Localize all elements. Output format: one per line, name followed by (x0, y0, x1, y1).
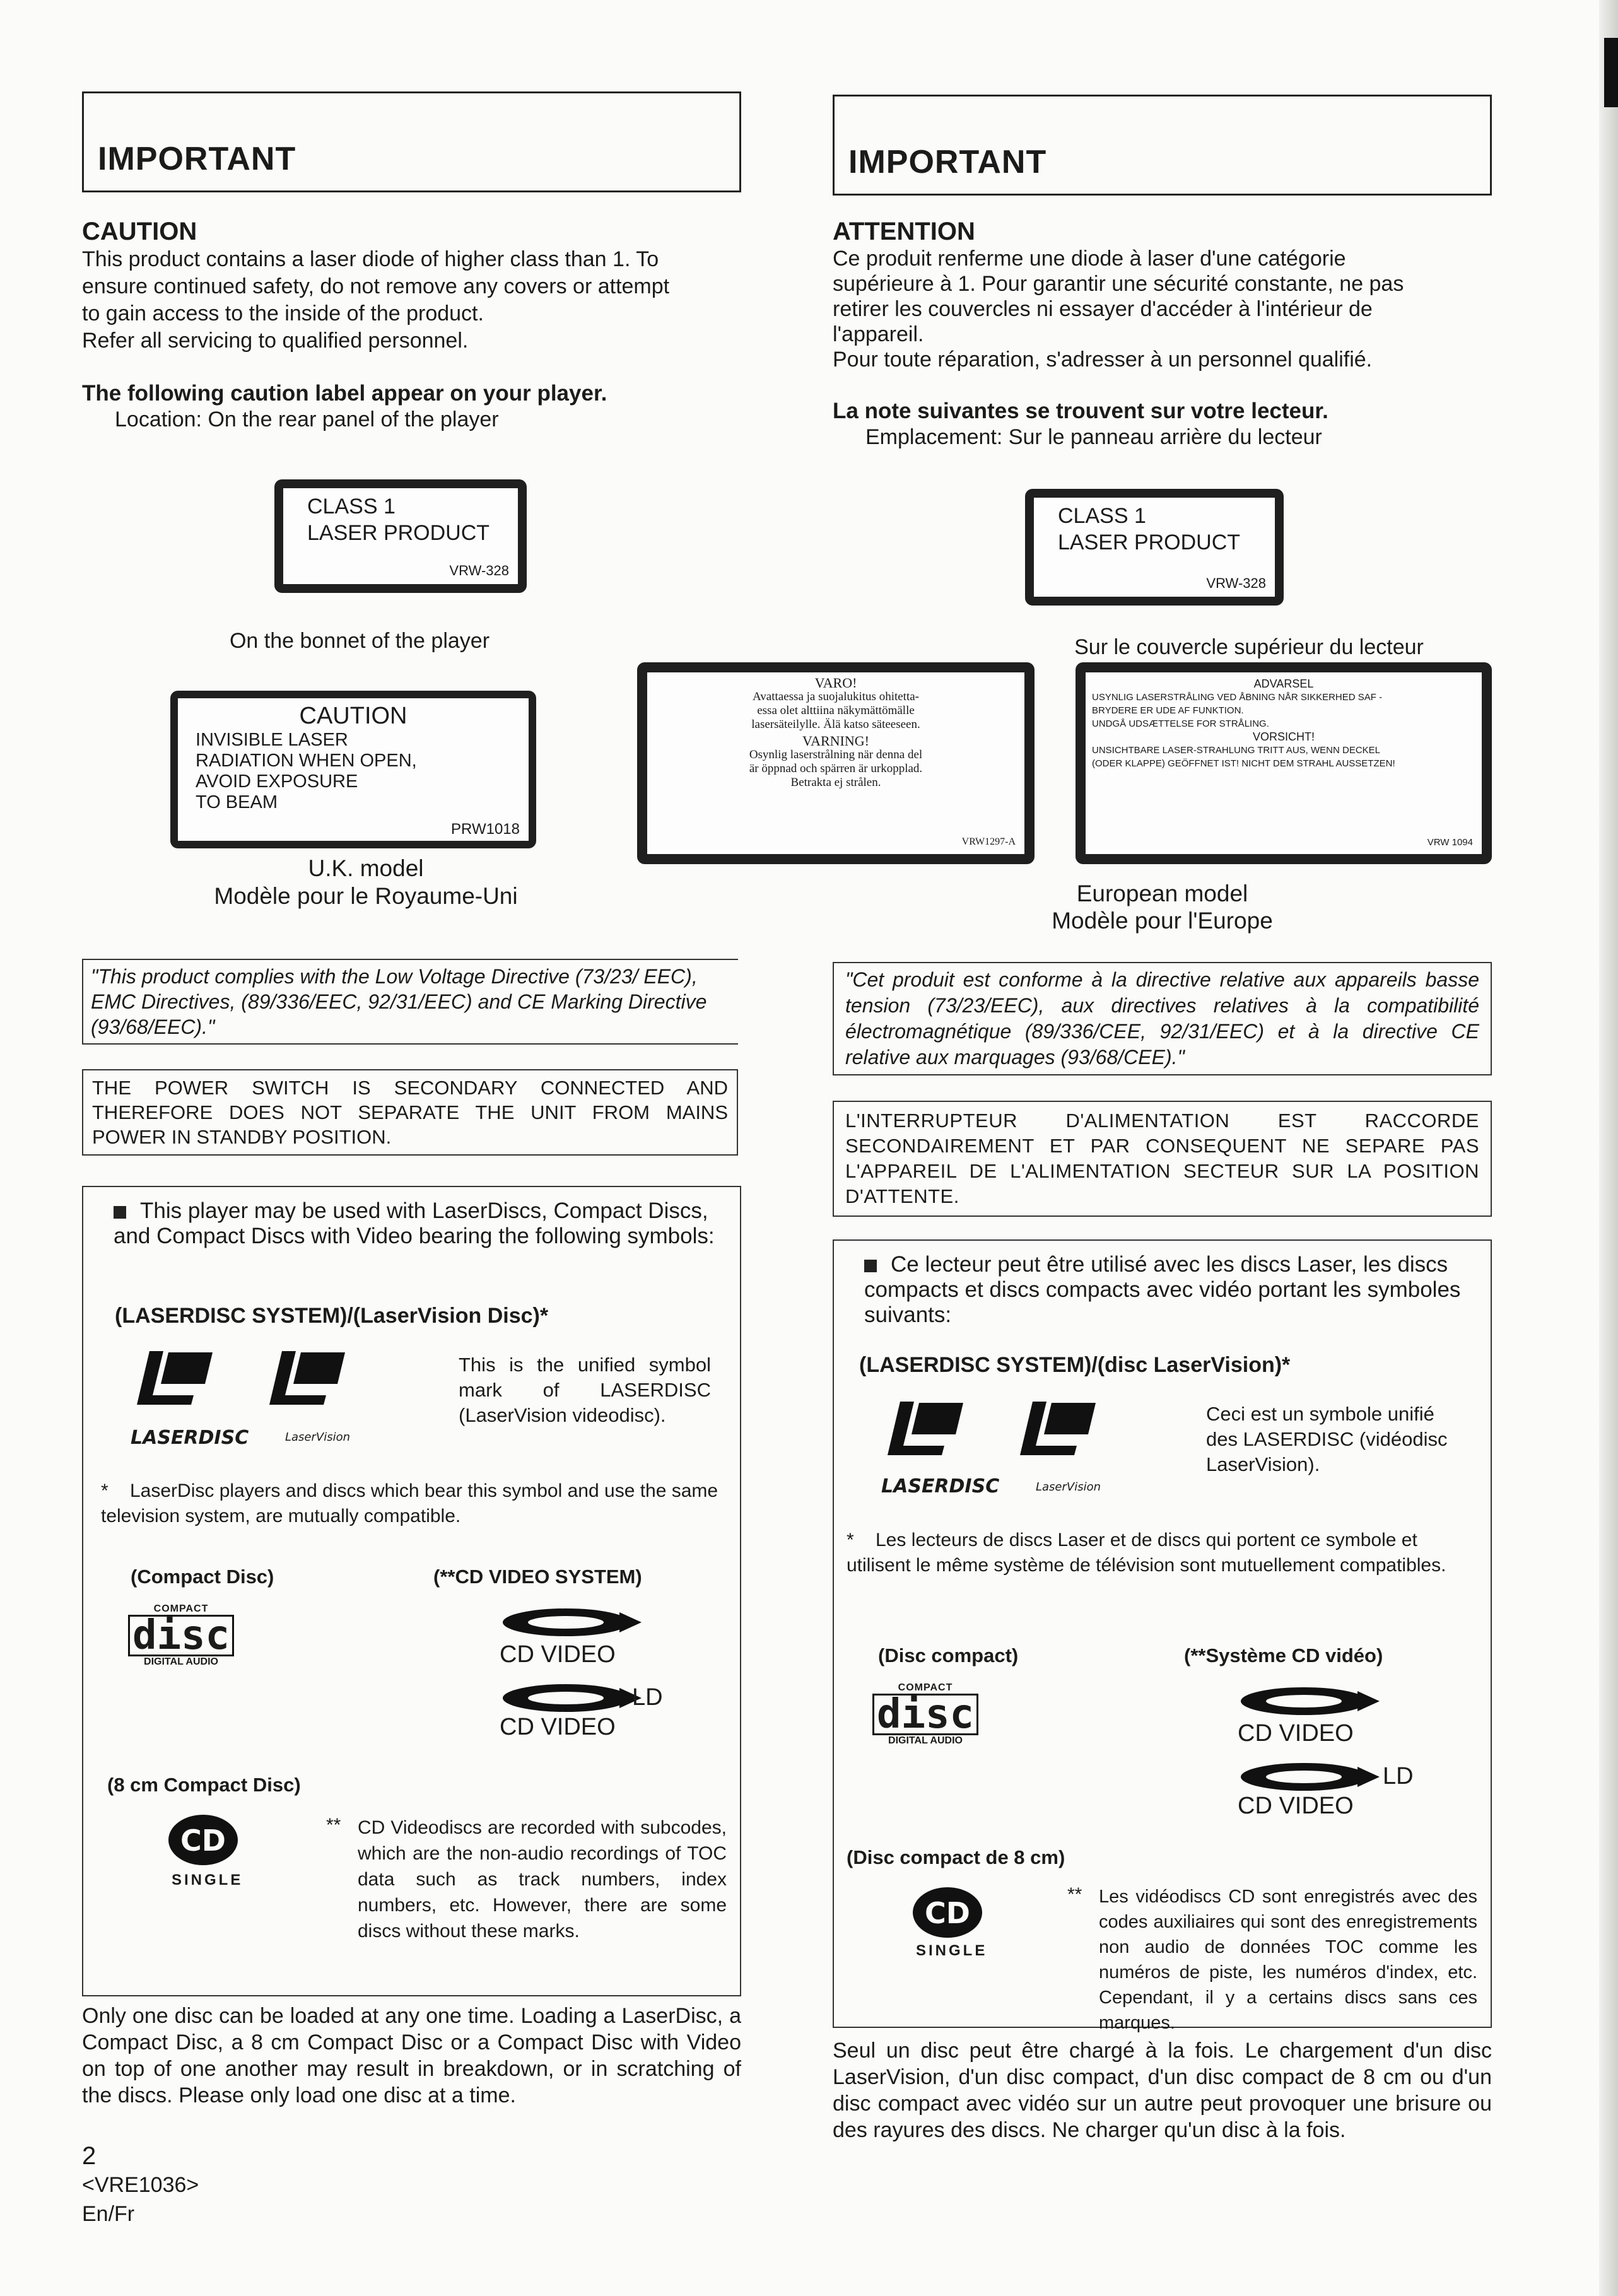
page-tab-mark (1604, 38, 1618, 107)
french-column (749, 91, 1492, 2142)
laserdisc-desc-fr: Ceci est un symbole unifié des LASERDISC (vidéodisc LaserVision). (1206, 1403, 1448, 1475)
cd-video-heading-fr: (**Système CD vidéo) (1184, 1644, 1383, 1666)
caution-line: Refer all servicing to qualified personnel. (82, 329, 469, 353)
laserdisc-note: * LaserDisc players and discs which bear this symbol and use the same television system, are mutually compatible. (101, 1480, 718, 1526)
square-bullet-icon (114, 1206, 126, 1219)
caution-line: ensure continued safety, do not remove any covers or attempt (82, 274, 670, 298)
cd-video-logo-text: CD VIDEO (500, 1641, 616, 1668)
symbols-intro: This player may be used with LaserDiscs, Compact Discs, and Compact Discs with Video bearing the following symbols: (114, 1198, 715, 1248)
cd-video-ld-text: LD (1383, 1763, 1414, 1789)
scan-edge (1599, 0, 1618, 2296)
cd-video-disc-icon (493, 1603, 645, 1641)
power-switch-box-fr: L'INTERRUPTEUR D'ALIMENTATION EST RACCORDE SECONDAIREMENT ET PAR CONSEQUENT NE SEPARE PAS L'APPAREIL DE L'ALIMENTATION SECTEUR SUR LA POSITION D'ATTENTE. (833, 1101, 1492, 1217)
attention-line: Ce produit renferme une diode à laser d'une catégorie (833, 247, 1346, 271)
attention-heading: ATTENTION (833, 218, 975, 245)
cd-video-ld-text: LD (632, 1684, 663, 1711)
eu-model-fr: Modèle pour l'Europe (1052, 908, 1273, 934)
cd8-heading-fr: (Disc compact de 8 cm) (847, 1846, 1065, 1868)
cd-video-logo-text-2: CD VIDEO (500, 1714, 616, 1740)
varo-label: VARO! Avattaessa ja suojalukitus ohitetta- essa olet alttiina näkymättömälle lasersäteilylle. Älä katso säteeseen. VARNING! Osynlig laserstrålning när denna del är öppnad och spärren är urkopplad. Betrakta ej strålen. VRW1297-A (637, 662, 1035, 864)
cd-video-heading: (**CD VIDEO SYSTEM) (433, 1566, 642, 1588)
one-disc-text: Only one disc can be loaded at any one time. Loading a LaserDisc, a Compact Disc, a 8 cm Compact Disc or a Compact Disc with Video on top of one another may result in breakdown, or in scratching of the discs. Please only load one disc at a time. (82, 2004, 741, 2107)
cd-video-ld-disc-icon (1231, 1758, 1383, 1796)
cd-video-ld-disc-icon (493, 1679, 645, 1717)
uk-model: U.K. model (308, 855, 424, 881)
power-switch-box (82, 1069, 738, 1156)
english-column (82, 91, 741, 2226)
cd-video-logo-text: CD VIDEO (1238, 1720, 1354, 1747)
laserdisc-logo-icon (875, 1395, 1115, 1471)
page-number: 2 (82, 2142, 97, 2170)
important-header-box (82, 91, 741, 192)
double-asterisk: ** (1067, 1884, 1082, 1905)
important-title-fr: IMPORTANT (848, 144, 1047, 180)
attention-text (833, 246, 1492, 372)
caution-label-line: TO BEAM (196, 792, 278, 812)
important-header-box-fr (833, 95, 1492, 196)
compact-disc-heading: (Compact Disc) (131, 1566, 274, 1588)
cd-single-logo-icon (910, 1884, 985, 1941)
caution-label-line: AVOID EXPOSURE (196, 771, 358, 792)
caution-line: to gain access to the inside of the product. (82, 302, 484, 325)
caution-line: This product contains a laser diode of higher class than 1. To (82, 247, 659, 271)
uk-model-fr: Modèle pour le Royaume-Uni (214, 883, 518, 909)
label-heading-fr: La note suivantes se trouvent sur votre lecteur. (833, 399, 1328, 423)
class1-code: VRW-328 (449, 563, 509, 578)
cd-single-logo-icon (165, 1812, 241, 1868)
caution-label-line: RADIATION WHEN OPEN, (196, 751, 417, 771)
laservision-logo-text: LaserVision (285, 1431, 351, 1444)
directive-quote-box-fr: "Cet produit est conforme à la directive relative aux appareils basse tension (73/23/EEC), aux directives relatives à la compatibilité électromagnétique (89/336/CEE, 92/31/EEC) et à la directive CE relative aux marquages (93/68/CEE)." (833, 962, 1492, 1075)
compact-disc-logo-icon: COMPACT disc DIGITAL AUDIO (872, 1682, 979, 1747)
compact-disc-logo-icon: COMPACT disc DIGITAL AUDIO (127, 1603, 235, 1668)
class1-label-fr: CLASS 1 LASER PRODUCT VRW-328 (1025, 489, 1284, 606)
important-title: IMPORTANT (98, 141, 296, 177)
power-switch-text: THE POWER SWITCH IS SECONDARY CONNECTED AND THEREFORE DOES NOT SEPARATE THE UNIT FROM MAINS POWER IN STANDBY POSITION. (92, 1077, 728, 1148)
attention-line: supérieure à 1. Pour garantir une sécurité constante, ne pas (833, 272, 1404, 296)
one-disc-text-fr: Seul un disc peut être chargé à la fois. Le chargement d'un disc LaserVision, d'un disc compact, d'un disc compact de 8 cm ou d'un disc compact avec vidéo sur un autre peut provoquer une brisure ou des rayures des discs. Ne charger qu'un disc à la fois. (833, 2039, 1492, 2142)
cd8-heading: (8 cm Compact Disc) (107, 1774, 301, 1796)
label-heading: The following caution label appear on your player. (82, 381, 607, 406)
compact-disc-heading-fr: (Disc compact) (878, 1644, 1019, 1666)
attention-line: Pour toute réparation, s'adresser à un personnel qualifié. (833, 348, 1373, 372)
symbols-box-fr: Ce lecteur peut être utilisé avec les discs Laser, les discs compacts et discs compacts avec vidéo portant les symboles suivants: (LASERDISC SYSTEM)/(disc LaserVision)* LASERDISC LaserVision Ceci est un symbole unifié des LASERDISC (vidéodisc LaserVision). * Les lecteurs de discs Laser et de discs qui portent ce symbole et utilisent le même système de télévision sont mutuellement compatibles. (Disc compact) (**Système CD vidéo) COMPACT disc DIGITAL AUDIO CD VIDEO LD CD VIDEO (Disc compact de 8 cm) CD SINGLE ** Les vidéodiscs CD sont enregistrés avec des codes auxiliaires qui sont des enregistrements non audio de données TOC comme les numéros de piste, les numéros d'index, etc. Cependant, il y a certains discs sans ces marques. (833, 1239, 1492, 2028)
symbols-intro-fr: Ce lecteur peut être utilisé avec les discs Laser, les discs compacts et discs compacts avec vidéo portant les symboles suivants: (864, 1252, 1461, 1327)
square-bullet-icon (864, 1260, 877, 1272)
attention-line: retirer les couvercles ni essayer d'accéder à l'intérieur de (833, 297, 1373, 321)
svg-text:CD: CD (180, 1824, 226, 1858)
caution-label-code: PRW1018 (451, 821, 520, 838)
laserdisc-logo-text: LASERDISC (131, 1427, 249, 1449)
bonnet-caption-fr: Sur le couvercle supérieur du lecteur (1074, 635, 1424, 659)
directive-quote-box (82, 959, 738, 1045)
svg-text:CD: CD (925, 1896, 970, 1930)
laserdisc-heading-fr: (LASERDISC SYSTEM)/(disc LaserVision)* (859, 1353, 1291, 1377)
class1-line2: LASER PRODUCT (307, 521, 490, 545)
class1-label (274, 479, 527, 593)
class1-line1: CLASS 1 (307, 495, 396, 518)
cd-single-text: SINGLE (916, 1942, 988, 1959)
laserdisc-logo-icon (124, 1345, 364, 1420)
cd-video-note: CD Videodiscs are recorded with subcodes, which are the non-audio recordings of TOC data such as track numbers, index numbers, etc. However, there are some discs without these marks. (358, 1817, 727, 1942)
caution-label-line: INVISIBLE LASER (196, 730, 348, 750)
attention-line: l'appareil. (833, 322, 924, 346)
label-location-fr: Emplacement: Sur le panneau arrière du lecteur (865, 425, 1322, 449)
bonnet-caption: On the bonnet of the player (229, 629, 490, 653)
cd-single-text: SINGLE (172, 1871, 243, 1889)
doc-code: <VRE1036> (82, 2173, 199, 2197)
laserdisc-heading: (LASERDISC SYSTEM)/(LaserVision Disc)* (115, 1304, 549, 1328)
directive-quote: "This product complies with the Low Voltage Directive (73/23/ EEC), EMC Directives, (89/336/EEC, 92/31/EEC) and CE Marking Directive (93/68/EEC)." (91, 965, 707, 1038)
double-asterisk: ** (326, 1815, 341, 1836)
cd-video-logo-text-2: CD VIDEO (1238, 1793, 1354, 1819)
symbols-box (82, 1186, 741, 1996)
caution-label-title: CAUTION (299, 703, 407, 729)
caution-heading: CAUTION (82, 218, 197, 245)
caution-text (82, 246, 741, 354)
label-location: Location: On the rear panel of the player (115, 407, 499, 431)
language-code: En/Fr (82, 2202, 135, 2226)
laserdisc-desc: This is the unified symbol mark of LASERDISC (LaserVision videodisc). (459, 1354, 711, 1426)
page-footer (82, 2141, 199, 2229)
eu-model: European model (1076, 881, 1248, 906)
uk-model-caption (82, 855, 650, 910)
laserdisc-note-fr: * Les lecteurs de discs Laser et de discs qui portent ce symbole et utilisent le même système de télévision sont mutuellement compatibles. (847, 1530, 1446, 1576)
cd-video-disc-icon (1231, 1682, 1383, 1720)
advarsel-label: ADVARSEL USYNLIG LASERSTRÅLING VED ÅBNING NÅR SIKKERHED SAF - BRYDERE ER UDE AF FUNKTION. UNDGÅ UDSÆTTELSE FOR STRÅLING. VORSICHT! UNSICHTBARE LASER-STRAHLUNG TRITT AUS, WENN DECKEL (ODER KLAPPE) GEÖFFNET IST! NICHT DEM STRAHL AUSSETZEN! VRW 1094 (1076, 662, 1492, 864)
cd-video-note-fr: Les vidéodiscs CD sont enregistrés avec des codes auxiliaires qui sont des enregistrements non audio de données TOC comme les numéros de piste, les numéros d'index, etc. Cependant, il y a certains discs sans ces marques. (1099, 1887, 1477, 2033)
caution-label (170, 691, 536, 848)
eu-model-caption (833, 880, 1492, 934)
